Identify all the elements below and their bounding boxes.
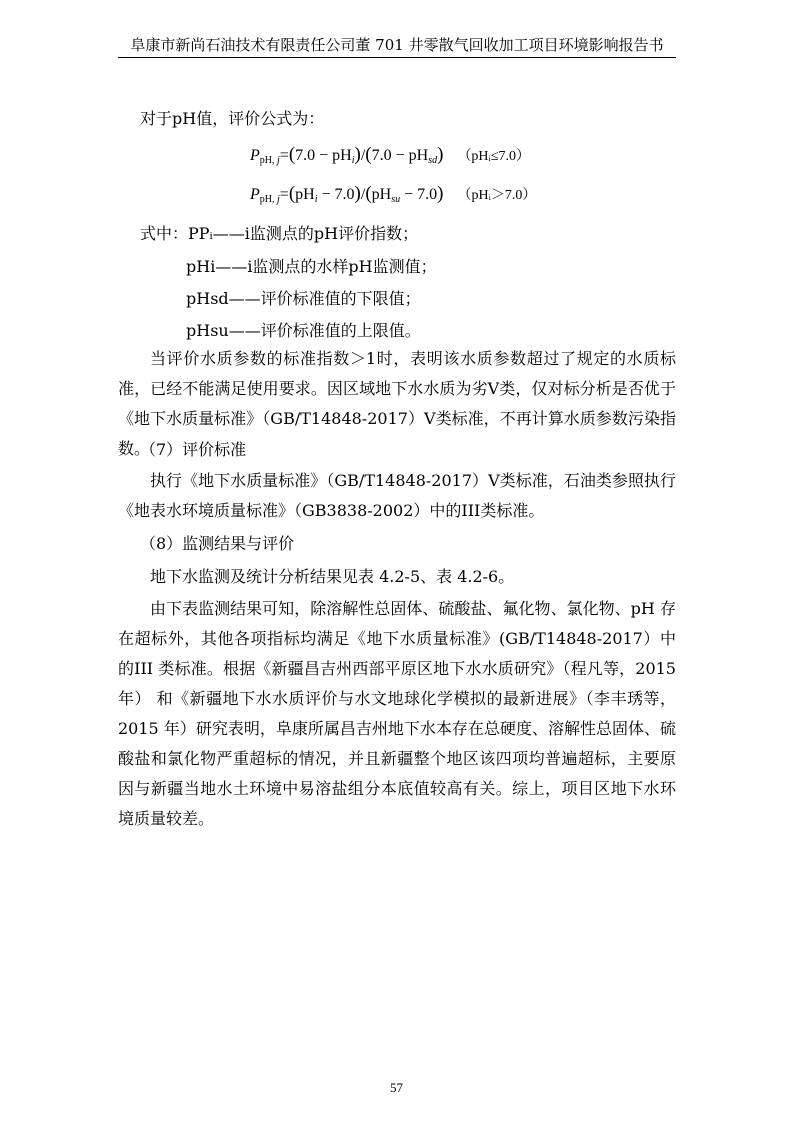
where-definition-2: pHi——i监测点的水样pH监测值； — [186, 257, 437, 276]
formula-ph-high: $P_{pH, j}=(pH_i - 7.0)/(pH_{su} - 7.0)$ （pHᵢ＞7.0） — [250, 183, 537, 205]
formula-ph-low-condition: （pHᵢ≤7.0） — [457, 149, 531, 164]
page-header: 阜康市新尚石油技术有限责任公司董 701 井零散气回收加工项目环境影响报告书 — [118, 34, 676, 58]
paragraph-results-reference: 地下水监测及统计分析结果见表 4.2-5、表 4.2-6。 — [150, 567, 515, 586]
where-definition-1: PPᵢ——i监测点的pH评价指数； — [188, 224, 419, 243]
page-number: 57 — [390, 1080, 403, 1095]
formula-intro: 对于pH值，评价公式为： — [140, 109, 325, 128]
section-heading-7: （7）评价标准 — [140, 440, 247, 459]
section-heading-8: （8）监测结果与评价 — [140, 534, 295, 553]
formula-ph-high-condition: （pHᵢ＞7.0） — [457, 188, 537, 203]
where-definition-3: pHsd——评价标准值的下限值； — [186, 289, 421, 308]
paragraph-standard-index: 当评价水质参数的标准指数＞1时，表明该水质参数超过了规定的水质标准，已经不能满足使用要求。因区域地下水水质为劣V类，仅对标分析是否优于《地下水质量标准》（GB/T14848-2017）V类标准，不再计算水质参数污染指数。 — [118, 349, 676, 458]
where-line-1 — [140, 223, 418, 245]
paragraph-evaluation-standard: 执行《地下水质量标准》（GB/T14848-2017）Ⅴ类标准，石油类参照执行《地表水环境质量标准》（GB3838-2002）中的III类标准。 — [118, 471, 676, 520]
formula-ph-low: $P_{pH, j}=(7.0 - pH_i)/(7.0 - pH_{sd})$ （pHᵢ≤7.0） — [250, 144, 531, 166]
where-lead: 式中： — [140, 224, 189, 243]
where-definition-4: pHsu——评价标准值的上限值。 — [186, 321, 421, 340]
paragraph-results-analysis: 由下表监测结果可知，除溶解性总固体、硫酸盐、氟化物、氯化物、pH 存在超标外，其他各项指标均满足《地下水质量标准》(GB/T14848-2017）中的III 类标准。根据《新疆昌吉州西部平原区地下水水质研究》（程凡等，2015 年） 和《新疆地下水水质评价与水文地球化学模拟的最新进展》（李丰琇等，2015 年）研究表明，阜康所属昌吉州地下水本存在总硬度、溶解性总固体、硫酸盐和氯化物严重超标的情况，并且新疆整个地区该四项均普遍超标，主要原因与新疆当地水土环境中易溶盐组分本底值较高有关。综上，项目区地下水环境质量较差。 — [118, 599, 676, 828]
